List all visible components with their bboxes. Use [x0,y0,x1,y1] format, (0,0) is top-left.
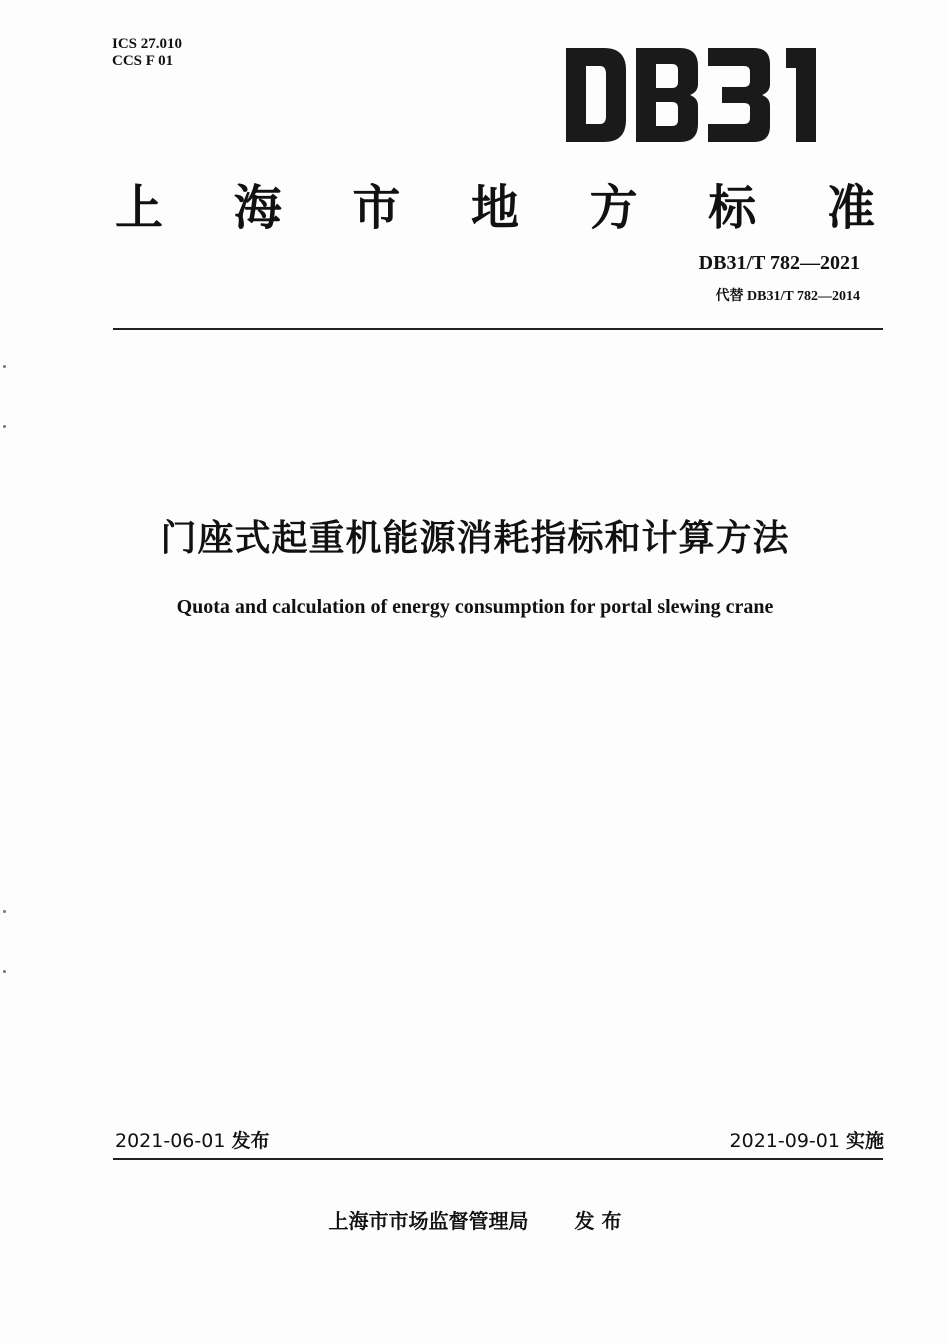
scan-speck [3,365,6,368]
title-english: Quota and calculation of energy consumption for portal slewing crane [176,596,774,618]
standard-type-char: 标 [708,179,757,236]
standard-type-char: 方 [589,179,638,236]
scan-speck [3,910,6,913]
issue-label: 发布 [231,1130,270,1152]
standard-type-char: 上 [115,179,164,236]
publisher-action: 发 布 [574,1209,622,1233]
standard-type-char: 地 [470,179,519,236]
top-divider [113,328,883,330]
scan-speck [3,970,6,973]
ccs-code: CCS F 01 [112,53,174,69]
implement-date: 2021-09-01 [729,1130,840,1152]
replaces-standard: 代替 DB31/T 782—2014 [715,289,860,304]
title-chinese: 门座式起重机能源消耗指标和计算方法 [160,518,790,559]
standard-type-char: 市 [352,179,401,236]
standard-type-char: 准 [826,179,875,236]
publisher-line [0,1205,950,1234]
classification-codes [112,36,182,70]
standard-type-heading [115,168,875,238]
bottom-divider [113,1158,883,1160]
publisher-name: 上海市市场监督管理局 [328,1209,529,1233]
implement-date-line [730,1126,884,1153]
standard-number: DB31/T 782—2021 [698,252,860,274]
issue-date-line [115,1126,269,1153]
standard-type-char: 海 [233,179,282,236]
db31-logo [564,46,828,144]
scan-speck [3,425,6,428]
ics-code: ICS 27.010 [112,36,183,52]
implement-label: 实施 [845,1130,884,1152]
issue-date: 2021-06-01 [115,1130,226,1152]
